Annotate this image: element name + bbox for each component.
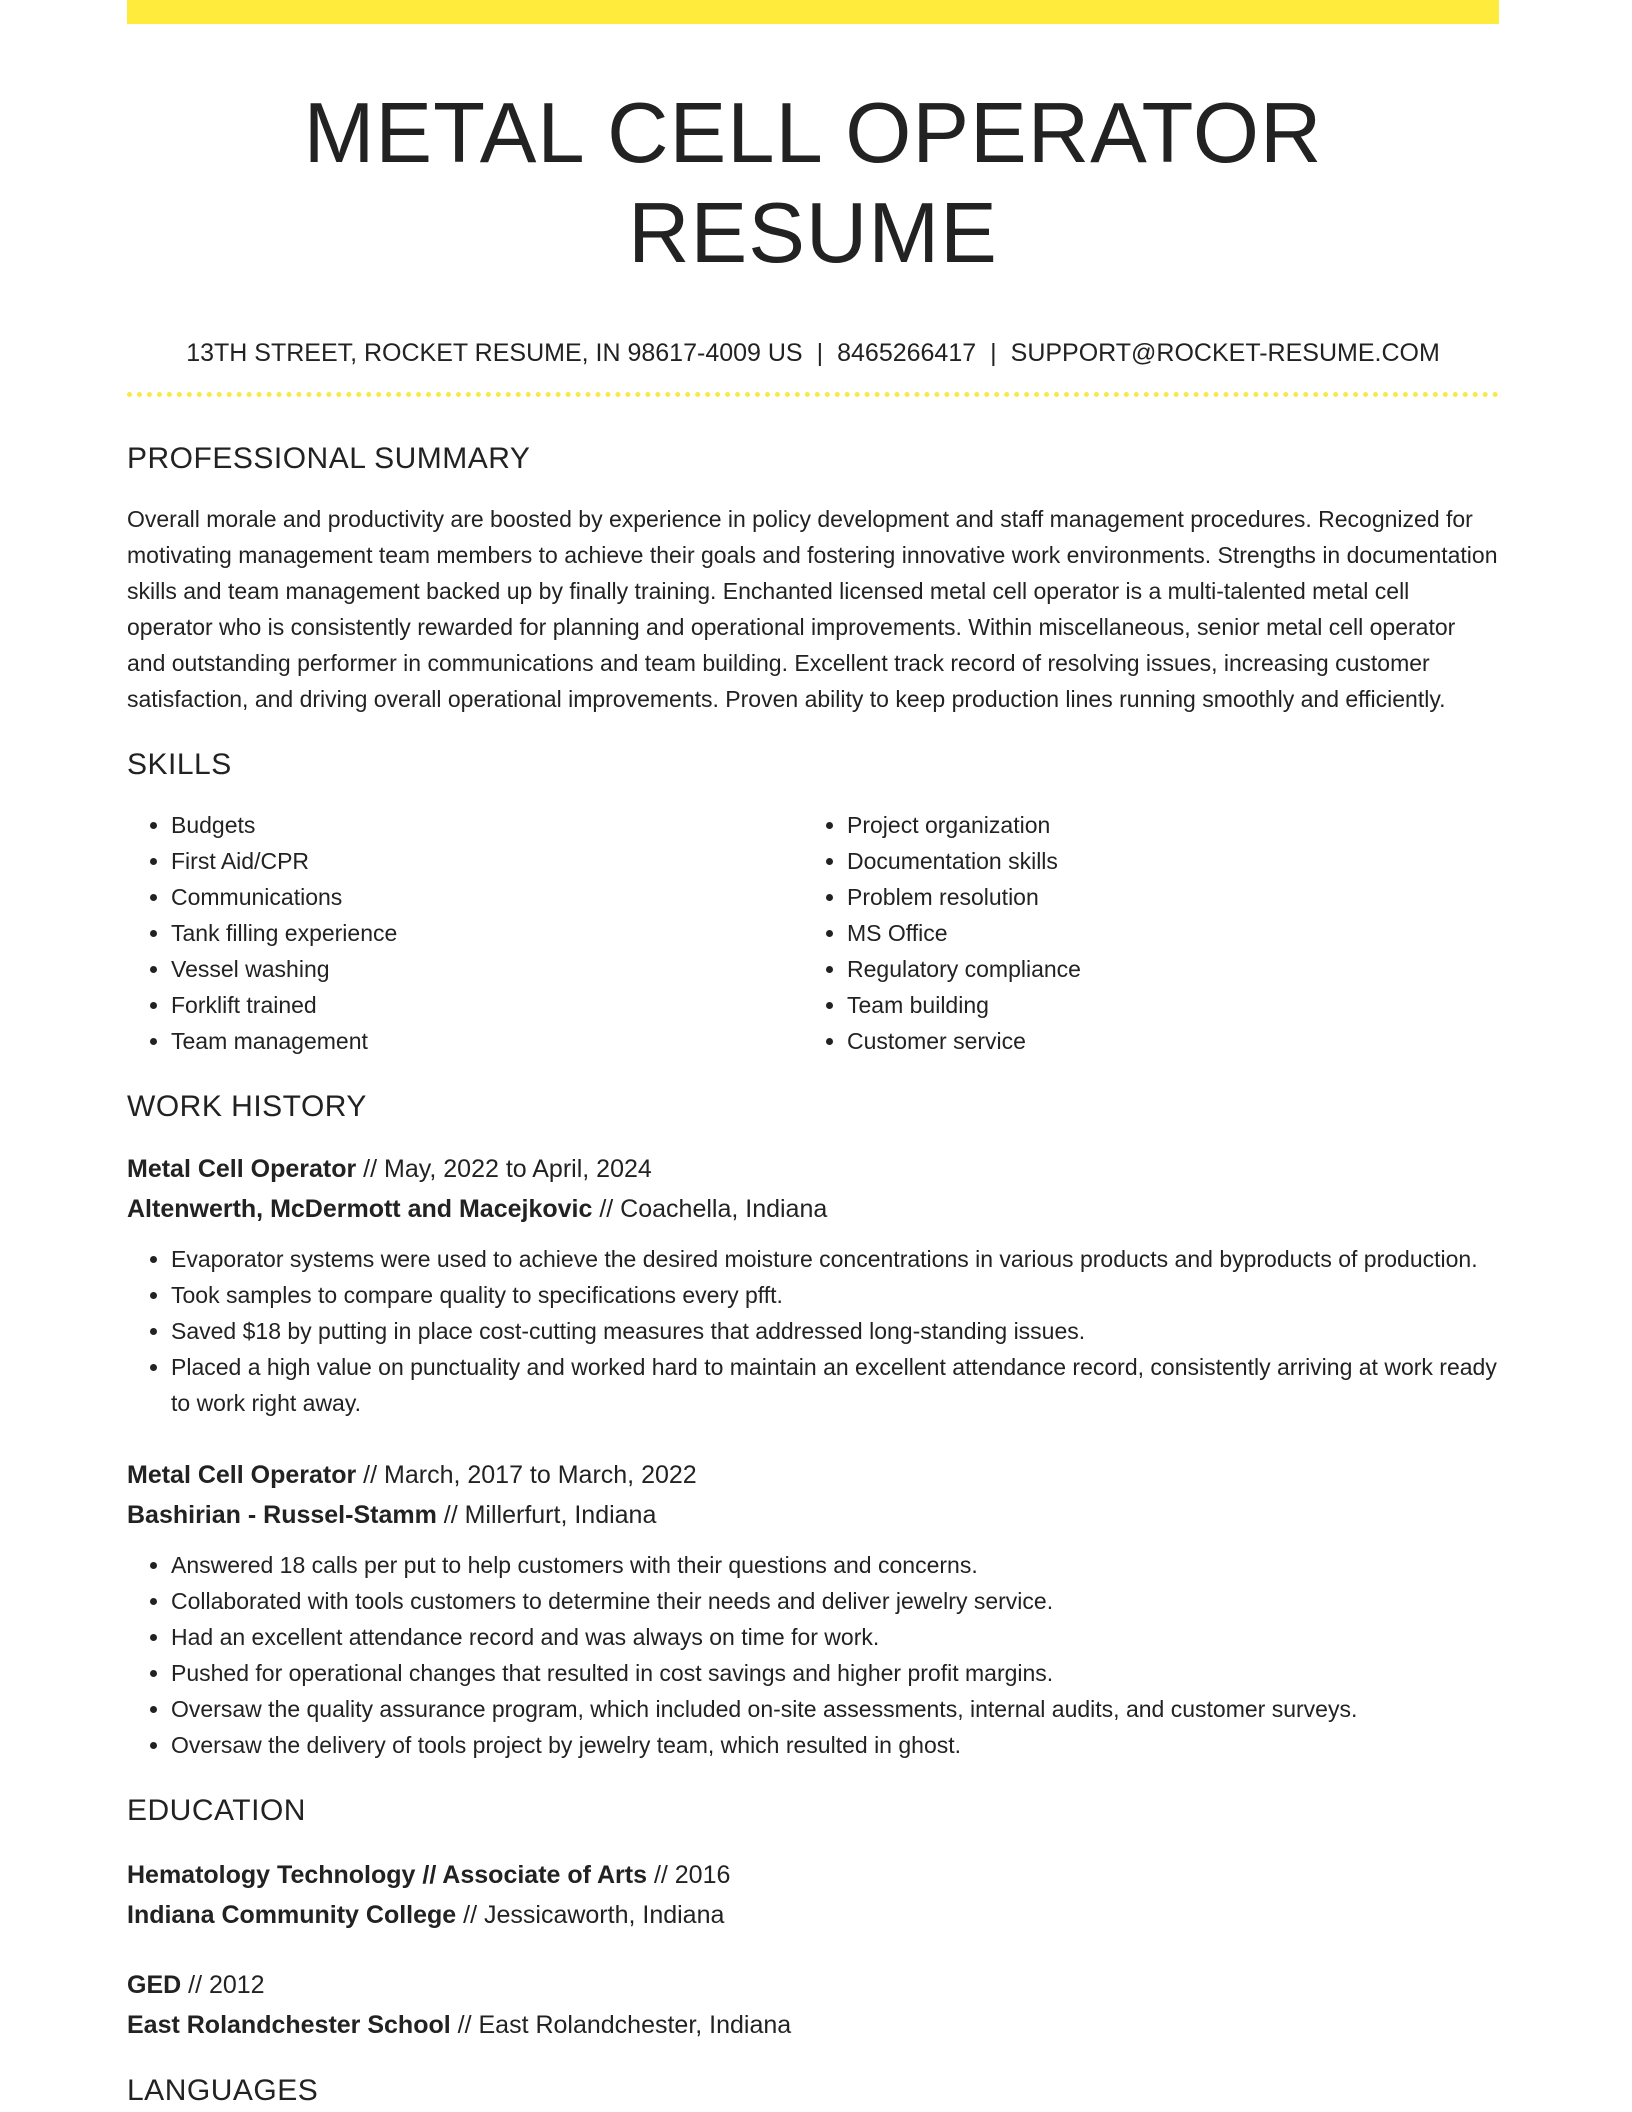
job-bullet: • Collaborated with tools customers to determine their needs and deliver jewelry service. <box>171 1583 1499 1619</box>
resume-page <box>127 0 1499 2109</box>
job-bullet: • Oversaw the quality assurance program, which included on-site assessments, internal audits, and customer surveys. <box>171 1691 1499 1727</box>
job-dates: // May, 2022 to April, 2024 <box>356 1155 652 1183</box>
education-year: // 2012 <box>181 1971 265 1999</box>
skill-item: • Budgets <box>171 807 803 843</box>
education-school-line <box>127 2005 1499 2045</box>
job-bullet: • Evaporator systems were used to achieve the desired moisture concentrations in various products and byproducts of production. <box>171 1241 1499 1277</box>
job-location: // Coachella, Indiana <box>592 1195 828 1223</box>
job-entry <box>127 1149 1499 1421</box>
education-degree-line <box>127 1855 1499 1895</box>
accent-bar <box>127 0 1499 24</box>
job-role: Metal Cell Operator <box>127 1461 357 1489</box>
skill-item: • Tank filling experience <box>171 915 803 951</box>
skills-column-right <box>803 807 1479 1059</box>
skill-item: • Forklift trained <box>171 987 803 1023</box>
job-bullet: • Had an excellent attendance record and was always on time for work. <box>171 1619 1499 1655</box>
section-title-education: EDUCATION <box>127 1794 306 1827</box>
contact-email: SUPPORT@ROCKET-RESUME.COM <box>1010 339 1440 367</box>
skills-column-left <box>127 807 803 1059</box>
job-bullet: • Took samples to compare quality to specifications every pfft. <box>171 1277 1499 1313</box>
header-divider <box>127 392 1499 397</box>
job-bullet: • Saved $18 by putting in place cost-cutting measures that addressed long-standing issues. <box>171 1313 1499 1349</box>
education-degree: Hematology Technology // Associate of Arts <box>127 1861 647 1889</box>
contact-separator: | <box>816 339 824 367</box>
summary-text: Overall morale and productivity are boosted by experience in policy development and staff management procedures. Recognized for motivating management team members to achieve their goals and fostering innovative work environments. Strengths in documentation skills and team management backed up by finally training. Enchanted licensed metal cell operator is a multi-talented metal cell operator who is consistently rewarded for planning and operational improvements. Within miscellaneous, senior metal cell operator and outstanding performer in communications and team building. Excellent track record of resolving issues, increasing customer satisfaction, and driving overall operational improvements. Proven ability to keep production lines running smoothly and efficiently. <box>127 506 1498 712</box>
education-entry <box>127 1855 1499 1935</box>
section-title-skills: SKILLS <box>127 748 232 781</box>
job-bullet: • Pushed for operational changes that resulted in cost savings and higher profit margins. <box>171 1655 1499 1691</box>
skill-item: • Documentation skills <box>847 843 1479 879</box>
section-title-languages: LANGUAGES <box>127 2074 319 2107</box>
job-bullets <box>127 1241 1499 1421</box>
skill-item: • Team building <box>847 987 1479 1023</box>
job-role-line <box>127 1149 1499 1189</box>
education-location: // East Rolandchester, Indiana <box>450 2011 792 2039</box>
job-entry <box>127 1455 1499 1763</box>
skill-item: • Project organization <box>847 807 1479 843</box>
job-company-line <box>127 1495 1499 1535</box>
section-title-work-history: WORK HISTORY <box>127 1090 367 1123</box>
job-dates: // March, 2017 to March, 2022 <box>356 1461 697 1489</box>
skills-grid <box>127 807 1499 1059</box>
job-location: // Millerfurt, Indiana <box>436 1501 657 1529</box>
resume-title: METAL CELL OPERATOR RESUME <box>303 86 1323 281</box>
education-degree: GED <box>127 1971 182 1999</box>
skill-item: • MS Office <box>847 915 1479 951</box>
skill-item: • Regulatory compliance <box>847 951 1479 987</box>
job-role: Metal Cell Operator <box>127 1155 357 1183</box>
education-degree-line <box>127 1965 1499 2005</box>
job-company-line <box>127 1189 1499 1229</box>
skill-item: • First Aid/CPR <box>171 843 803 879</box>
job-role-line <box>127 1455 1499 1495</box>
job-company: Altenwerth, McDermott and Macejkovic <box>127 1195 593 1223</box>
section-title-summary: PROFESSIONAL SUMMARY <box>127 442 531 475</box>
job-bullets <box>127 1547 1499 1763</box>
job-bullet: • Answered 18 calls per put to help customers with their questions and concerns. <box>171 1547 1499 1583</box>
contact-line <box>127 338 1499 368</box>
skill-item: • Team management <box>171 1023 803 1059</box>
skill-item: • Vessel washing <box>171 951 803 987</box>
job-bullet: • Oversaw the delivery of tools project by jewelry team, which resulted in ghost. <box>171 1727 1499 1763</box>
contact-address: 13TH STREET, ROCKET RESUME, IN 98617-4009 US <box>186 339 803 367</box>
education-school: East Rolandchester School <box>127 2011 451 2039</box>
skill-item: • Problem resolution <box>847 879 1479 915</box>
education-school-line <box>127 1895 1499 1935</box>
contact-phone: 8465266417 <box>837 339 977 367</box>
job-bullet: • Placed a high value on punctuality and worked hard to maintain an excellent attendance record, consistently arriving at work ready to work right away. <box>171 1349 1499 1421</box>
education-school: Indiana Community College <box>127 1901 457 1929</box>
contact-separator: | <box>990 339 997 367</box>
skill-item: • Communications <box>171 879 803 915</box>
job-company: Bashirian - Russel-Stamm <box>127 1501 437 1529</box>
education-entry <box>127 1965 1499 2045</box>
skill-item: • Customer service <box>847 1023 1479 1059</box>
education-location: // Jessicaworth, Indiana <box>456 1901 725 1929</box>
education-year: // 2016 <box>647 1861 731 1889</box>
